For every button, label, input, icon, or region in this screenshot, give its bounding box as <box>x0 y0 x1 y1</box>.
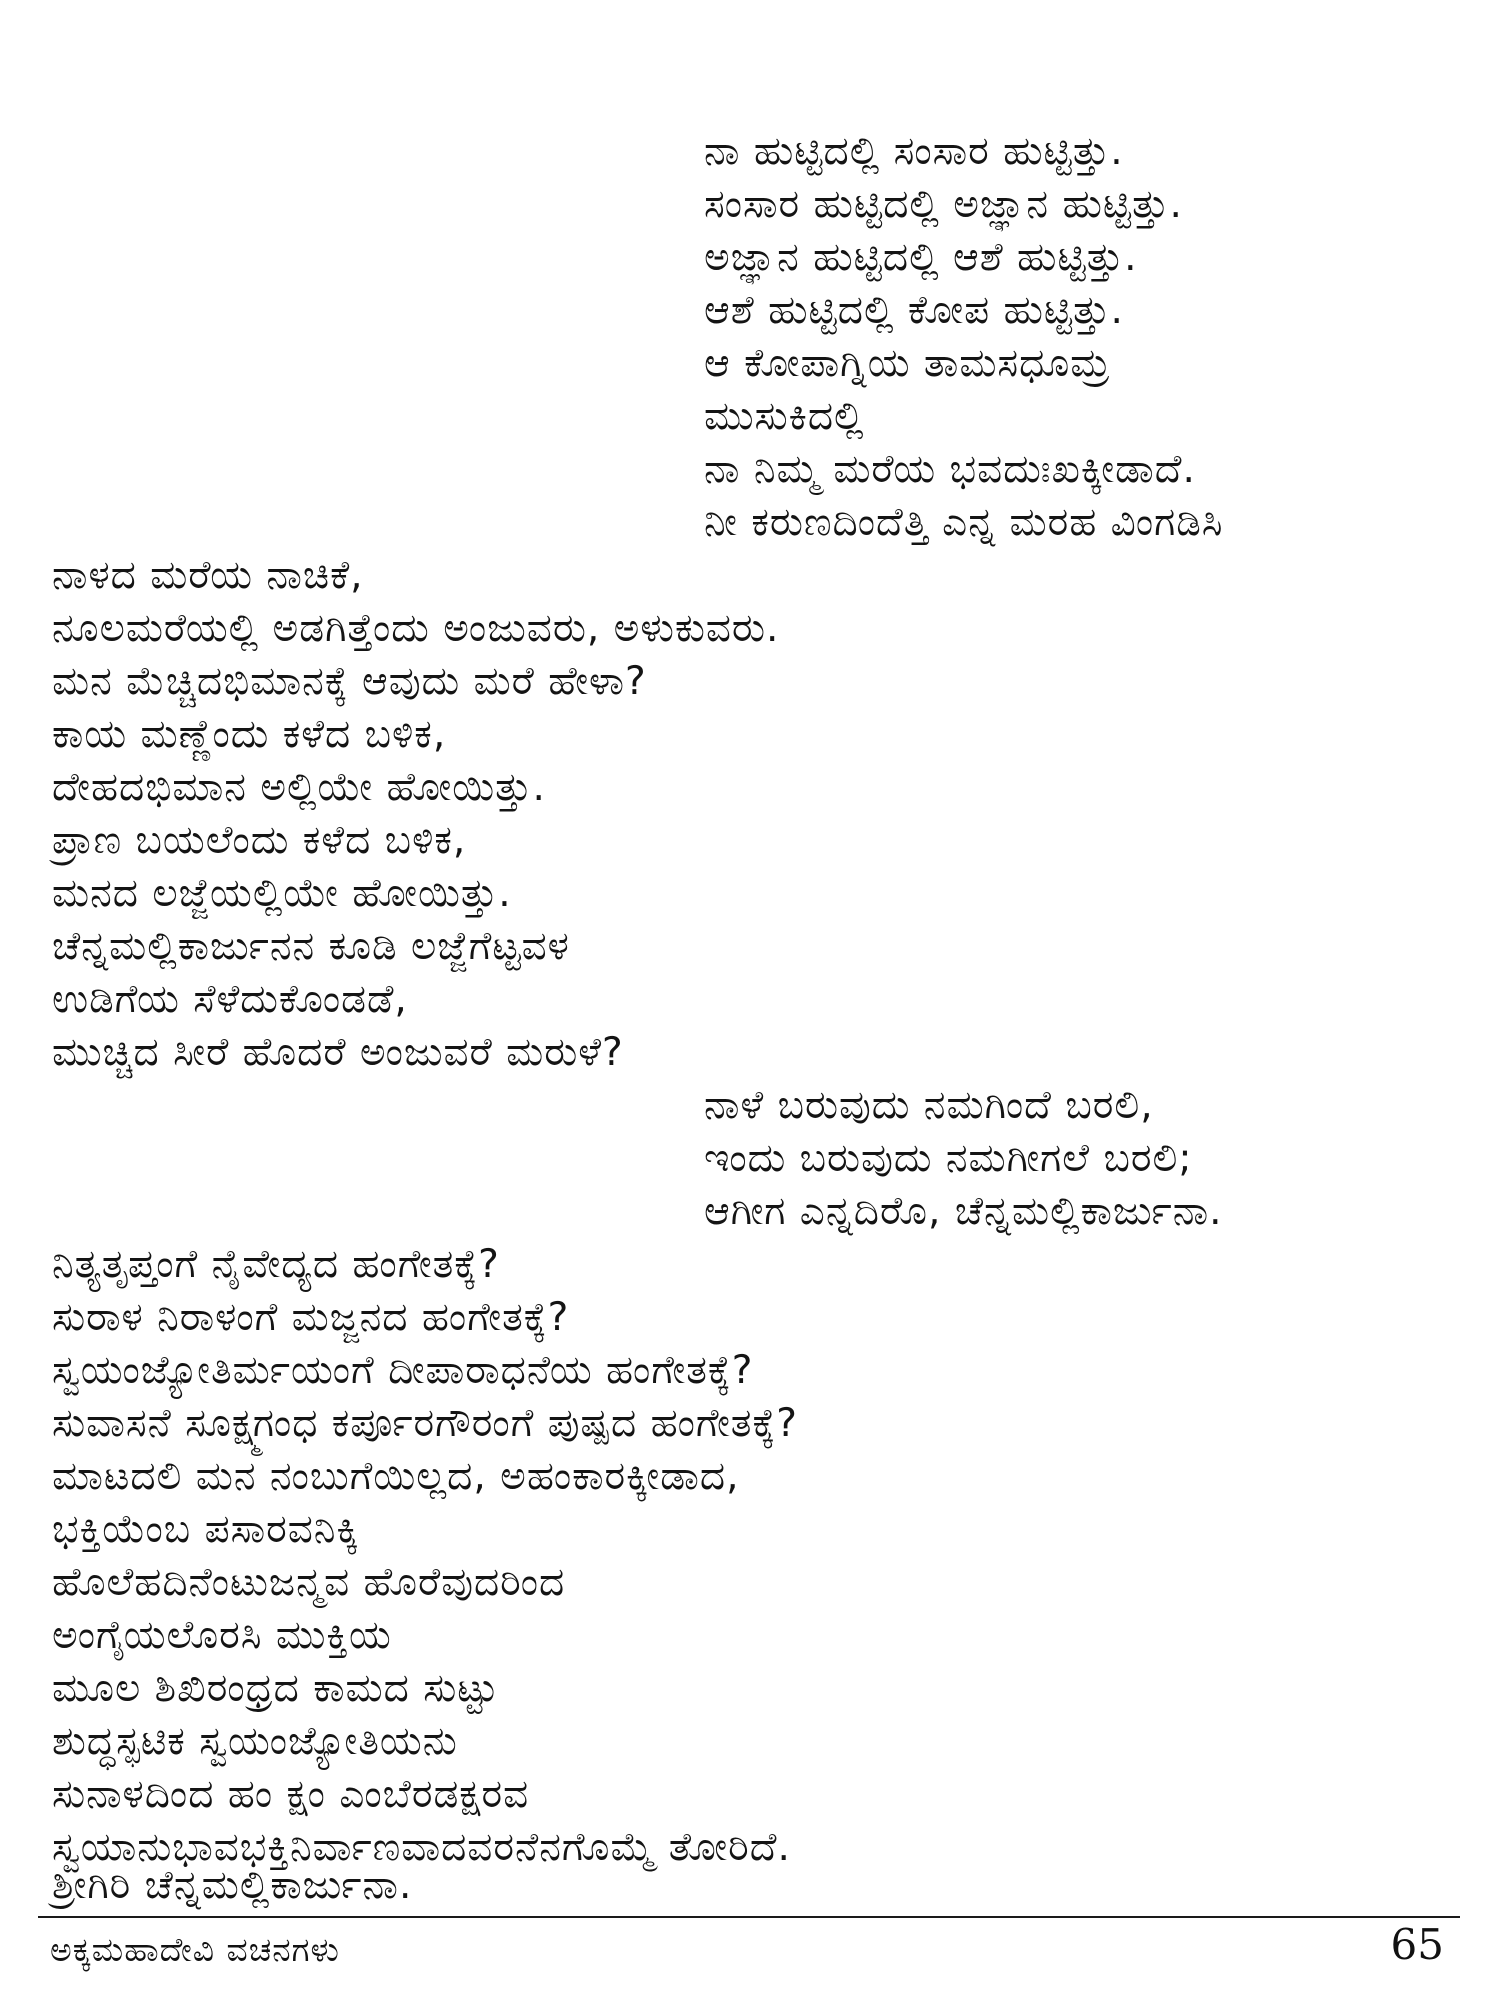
verse-line: ನಾ ನಿಮ್ಮ ಮರೆಯ ಭವದುಃಖಕ್ಕೀಡಾದೆ. <box>704 447 1196 492</box>
verse-line: ನಾಳದ ಮರೆಯ ನಾಚಿಕೆ, <box>52 553 364 598</box>
verse-line: ಹೊಲೆಹದಿನೆಂಟುಜನ್ಮವ ಹೊರೆವುದರಿಂದ <box>52 1560 566 1605</box>
verse-line: ಸುರಾಳ ನಿರಾಳಂಗೆ ಮಜ್ಜನದ ಹಂಗೇತಕ್ಕೆ? <box>52 1295 570 1340</box>
verse-line: ದೇಹದಭಿಮಾನ ಅಲ್ಲಿಯೇ ಹೋಯಿತ್ತು. <box>52 765 546 810</box>
verse-line: ಆಗೀಗ ಎನ್ನದಿರೊ, ಚೆನ್ನಮಲ್ಲಿಕಾರ್ಜುನಾ. <box>704 1189 1223 1234</box>
verse-line: ಚೆನ್ನಮಲ್ಲಿಕಾರ್ಜುನನ ಕೂಡಿ ಲಜ್ಜೆಗೆಟ್ಟವಳ <box>52 924 570 969</box>
verse-line: ಮೂಲ ಶಿಖಿರಂಧ್ರದ ಕಾಮದ ಸುಟ್ಟು <box>52 1666 499 1711</box>
verse-line: ನೀ ಕರುಣದಿಂದೆತ್ತಿ ಎನ್ನ ಮರಹ ವಿಂಗಡಿಸಿ <box>704 500 1224 545</box>
verse-line: ನೂಲಮರೆಯಲ್ಲಿ ಅಡಗಿತ್ತೆಂದು ಅಂಜುವರು, ಅಳುಕುವರು. <box>52 606 780 651</box>
verse-line: ಅಜ್ಞಾನ ಹುಟ್ಟಿದಲ್ಲಿ ಆಶೆ ಹುಟ್ಟಿತ್ತು. <box>704 235 1138 280</box>
verse-line: ನಾಳೆ ಬರುವುದು ನಮಗಿಂದೆ ಬರಲಿ, <box>704 1083 1154 1128</box>
verse-line: ಮುಚ್ಚಿದ ಸೀರೆ ಹೊದರೆ ಅಂಜುವರೆ ಮರುಳೆ? <box>52 1030 624 1075</box>
running-footer-title: ಅಕ್ಕಮಹಾದೇವಿ ವಚನಗಳು <box>50 1930 340 1969</box>
verse-line: ಸಂಸಾರ ಹುಟ್ಟಿದಲ್ಲಿ ಅಜ್ಞಾನ ಹುಟ್ಟಿತ್ತು. <box>704 182 1183 227</box>
verse-line: ಸುವಾಸನೆ ಸೂಕ್ಷ್ಮಗಂಧ ಕರ್ಪೂರಗೌರಂಗೆ ಪುಷ್ಪದ ಹಂಗೇತಕ್ಕೆ? <box>52 1401 798 1446</box>
verse-line: ಸ್ವಯಾನುಭಾವಭಕ್ತಿನಿರ್ವಾಣವಾದವರನೆನಗೊಮ್ಮೆ ತೋರಿದೆ. <box>52 1825 791 1870</box>
verse-line: ಮುಸುಕಿದಲ್ಲಿ <box>704 394 865 439</box>
verse-line: ಆಶೆ ಹುಟ್ಟಿದಲ್ಲಿ ಕೋಪ ಹುಟ್ಟಿತ್ತು. <box>704 288 1124 333</box>
verse-line: ಸುನಾಳದಿಂದ ಹಂ ಕ್ಷಂ ಎಂಬೆರಡಕ್ಷರವ <box>52 1772 530 1817</box>
verse-line: ಪ್ರಾಣ ಬಯಲೆಂದು ಕಳೆದ ಬಳಿಕ, <box>52 818 467 863</box>
verse-line: ಶ್ರೀಗಿರಿ ಚೆನ್ನಮಲ್ಲಿಕಾರ್ಜುನಾ. <box>52 1863 413 1908</box>
verse-line: ಭಕ್ತಿಯೆಂಬ ಪಸಾರವನಿಕ್ಕಿ <box>52 1507 360 1552</box>
verse-line: ಉಡಿಗೆಯ ಸೆಳೆದುಕೊಂಡಡೆ, <box>52 977 408 1022</box>
page-number: 65 <box>1390 1920 1444 1969</box>
verse-line: ನಾ ಹುಟ್ಟಿದಲ್ಲಿ ಸಂಸಾರ ಹುಟ್ಟಿತ್ತು. <box>704 129 1124 174</box>
verse-line: ಮನ ಮೆಚ್ಚಿದಭಿಮಾನಕ್ಕೆ ಆವುದು ಮರೆ ಹೇಳಾ? <box>52 659 647 704</box>
verse-line: ಕಾಯ ಮಣ್ಣೆಂದು ಕಳೆದ ಬಳಿಕ, <box>52 712 447 757</box>
footer-divider <box>38 1916 1460 1918</box>
verse-line: ಮಾಟದಲಿ ಮನ ನಂಬುಗೆಯಿಲ್ಲದ, ಅಹಂಕಾರಕ್ಕೀಡಾದ, <box>52 1454 740 1499</box>
verse-line: ಸ್ವಯಂಜ್ಯೋತಿರ್ಮಯಂಗೆ ದೀಪಾರಾಧನೆಯ ಹಂಗೇತಕ್ಕೆ? <box>52 1348 754 1393</box>
verse-line: ಶುದ್ಧಸ್ಫಟಿಕ ಸ್ವಯಂಜ್ಯೋತಿಯನು <box>52 1719 458 1764</box>
verse-line: ಮನದ ಲಜ್ಜೆಯಲ್ಲಿಯೇ ಹೋಯಿತ್ತು. <box>52 871 512 916</box>
verse-line: ಅಂಗೈಯಲೊರಸಿ ಮುಕ್ತಿಯ <box>52 1613 392 1658</box>
verse-line: ಇಂದು ಬರುವುದು ನಮಗೀಗಲೆ ಬರಲಿ; <box>704 1136 1193 1181</box>
verse-line: ನಿತ್ಯತೃಪ್ತಂಗೆ ನೈವೇದ್ಯದ ಹಂಗೇತಕ್ಕೆ? <box>52 1242 500 1287</box>
verse-line: ಆ ಕೋಪಾಗ್ನಿಯ ತಾಮಸಧೂಮ್ರ <box>704 341 1111 386</box>
